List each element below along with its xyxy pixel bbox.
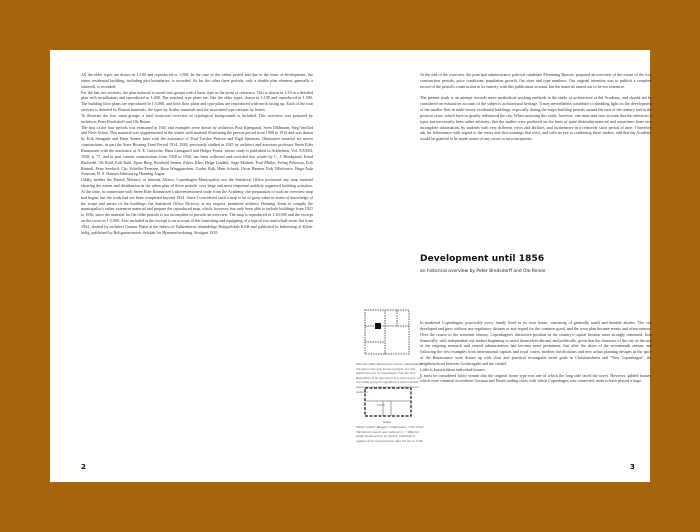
paragraph: The first of the four periods was examined in 1945 and examples were drawn by architects Poul Kjærgaard, Sven Dihlmann, Steg Vanflod and Niels Schou. This material was supplemented in the winter with material illustrating the prewar period from 1900 to 1914 and was drawn by Erik Stengade and Einar Sonne, later with the assistance of Poul Tørslev Prütsen and Eigil Sørensen. Illustrative material for newer constructions, in part the State Housing Fund Period 1914–1928, previously studied in 1925 by architect and associate professor Steen Eiler Rasmussen with the assistance of A. E. Gøtzsche, Hans Lønsgaard and Holger Fonss, whose study is published in Arkitekten, Vol. XXXIII, 1928, p. 77, and in part current constructions from 1928 to 1936, has been collected and recorded this winter by C. J. Bondgaard, Knud Barfoedd, Olt Bohl, Erik Dahl, Ejnar Borg, Reinhold Jensen, Eskov Kløv, Helge Lindahl, Aage Madsen, Poul Møller, Erling Pehrsson, Erik Rinnuli, Peter Seedorff, Chr. Scheffer Petersen, Rosa Winggaardsen, Gudm. Rijk, Hans Schack, Oscar Hansen, Erik Villefranco, Hugo Aalø Svenson, H. S. Hansen Johnson og Henning Aagaa. [81, 124, 313, 177]
paragraph: It must be considered fairly certain that the original house type was one in which the long side faced the street. However, gabled houses, which were common in northern German and Dutch trading cities with which Copenhagen was connected, seem to have played a large [420, 372, 652, 384]
section-subheading: an historical overview by Peter Bredsdorff and Ole Reiner [420, 269, 546, 274]
right-page-intro-text [420, 72, 652, 142]
paragraph: For the last two sections, the plan material is sorted into groups with a basic type as the point of reference. This is drawn in 1:20 as a detailed plan with installations and reproduced in 1:200. The attached type plans are, like the older types, drawn in 1:100 and reproduced in 1:500. The building floor plans are reproduced in 1:5,000, and both floor plans and type plans are reproduced with north facing up. Each of the four sections is denoted by Roman numerals, the types by Arabic numerals and the associated type variants by letters. [81, 89, 313, 113]
floor-plan-figure-2 [363, 385, 413, 421]
left-page-text [81, 72, 313, 236]
right-page-body-text [420, 320, 652, 384]
paragraph: Little is known about individual houses. [420, 366, 486, 372]
paragraph: The present study is an attempt towards more methodical working methods in the study of architecture at the Academy, and should not be considered an exhaustive account of the subject's architectural heritage. It may nevertheless contribute to shedding light on the development of the smaller flats in multi-storey residential buildings, especially during the major building periods around the turn of the century and in the postwar years, which have so greatly influenced the city. When assessing this study, however, one must take into account that the selection of types has necessarily been rather arbitrary; that the studies were produced on the basis of quite dissimilar material and sometimes from very incomplete information, by students with very different views and abilities, and furthermore in a relatively short period of time. I therefore ask for forbearance with regard to the errors and shortcomings that exist, and with an eye to continuing these studies, add that the Academy would be grateful to be made aware of any errors or misconceptions. [420, 95, 652, 142]
paragraph: At the end of the overview, the principal administrator, political candidate Flemming Hansen, prepared an overview of the extent of the four construction periods, price conditions, population growth, flat sizes and type numbers. Our original intention was to publish a complete record of the period's construction in its entirety with this publication in mind, but the material turned out to be too extensive. [420, 72, 652, 89]
page-number-right: 3 [630, 463, 635, 471]
figure-caption-2: Master builder Bøsager's model plans, 1729. From 'Merchant's houses and craftsmen's', 7 different model houses drawn by himself, published in support of the reconstruction after the fire in 1728. [356, 425, 424, 443]
floor-plan-figure-1 [363, 308, 411, 356]
plan-street-label: Gaden [383, 420, 391, 424]
paragraph: All the older types are drawn in 1:100 and reproduced in 1:500. In the case of the oldest period and due to the form of development, the entire residential building, including plot boundaries, is recorded. As for the other three periods, only a double plan element, generally a stairwell, is recorded. [81, 72, 313, 89]
page-number-left: 2 [81, 463, 86, 471]
figure-caption-1: Merchant Hans Rasmussen's house, Vimmelskaftet. The plan is the only known example of a half-timbered house in Copenhagen from the time. Regardless of the fact that it is a street house, one can easily grasp the significance of the window placement, the external gallery and the internal staircase. [356, 362, 424, 394]
book-spread [50, 50, 650, 482]
paragraph: Oddly, neither the Danish Ministry of Internal Affairs, Copenhagen Municipality nor the Statistical Office possessed any map material showing the extent and distribution in the urban plan of these periods' very large and most important publicly organised building activities. At the time, in connection with Steen Eiler Rasmussen's abovementioned study from the Academy, the preparation of such an overview map had begun, but the work had not been completed beyond 1924. Since I considered such a map to be of great value in terms of knowledge of the scope and nature of the buildings, the Statistical Office Director, at my request, permitted architect Henning Tesen to compile the municipality's rather extensive material and prepare the reproduced map, which, however, has only been able to include buildings from 1921 to 1936, since the material for the older periods is too incomplete to provide an overview. The map is reproduced in 1:40,000 and the excerpt on the cover in 1:5,000. Also included in the excerpt is an account of the furnishing and equipping of a typical two-and-a-half-room flat from 1934, drafted by architect Gunnar Hahn at the behest of Københavns almindelige Boligselskab KAB and published in Indretning af Klein-bolig, published by Boligministeriets Selskab for Hjemmeforskning, Stuttgart 1935. [81, 177, 313, 235]
paragraph: In medieval Copenhagen, practically every family lived in its own house, consisting of generally small and humble abodes. The city developed and grew without any regulatory dictates or any regard for the common good, and the town plan became erratic and often ruinous. Over the course of the sixteenth century, Copenhagen's distinctive position as the country's capital became more strongly cemented, both financially, with independent city traders beginning to assert themselves abroad, and politically, given that the character of the city as the seat of the reigning monarch and central administration had become more prominent. Just after the dawn of the seventeenth century and following the first examples from international capitals and royal courts, modern fortifications and new urban planning designs in the spirit of the Renaissance were drawn up with clear and practical rectangular street grids in Christianshavn and "New Copenhagen", the neighbourhood between Gothersgade and the citadel. [420, 320, 652, 366]
paragraph: To illustrate the four main groups, a brief historical overview of typological backgrounds is included. This overview was prepared by architects Peter Bredsdorff and Ole Reiner. [81, 112, 313, 124]
section-heading: Development until 1856 [420, 254, 545, 264]
